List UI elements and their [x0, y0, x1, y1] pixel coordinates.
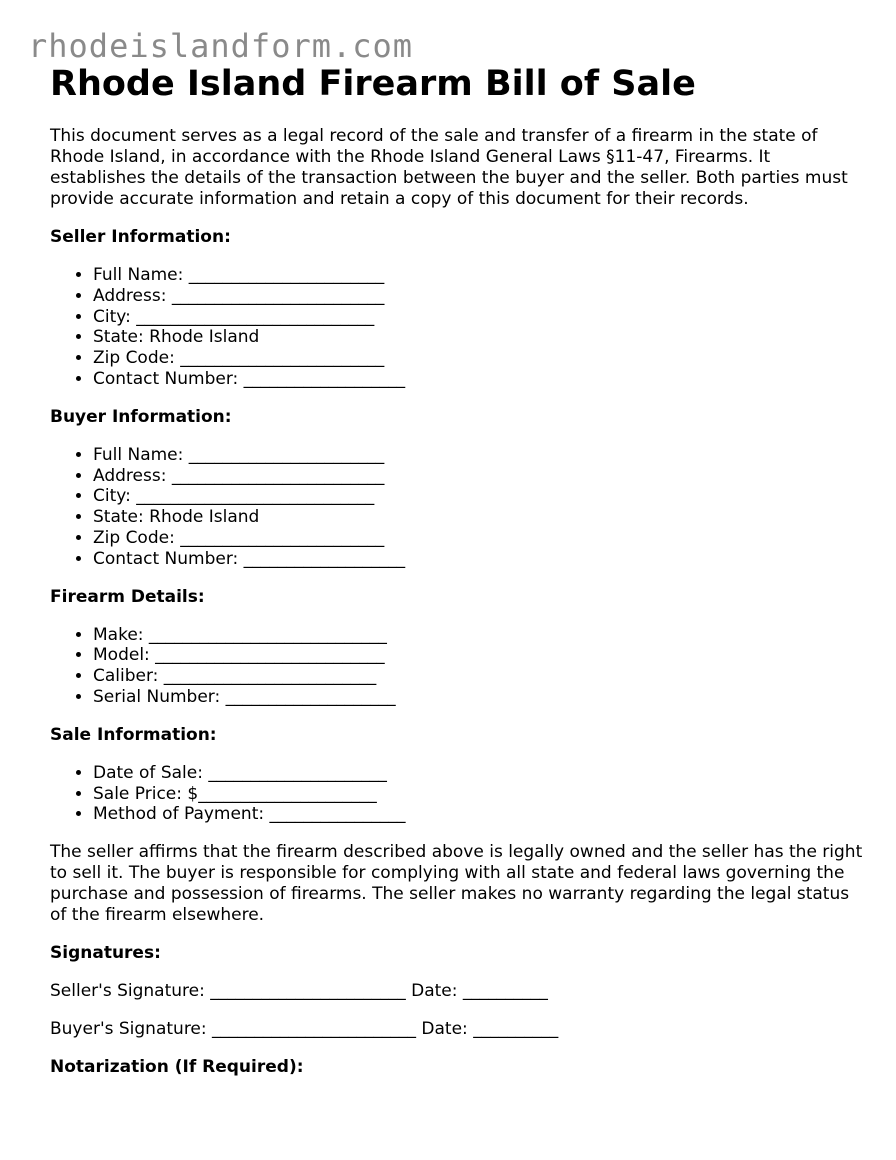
sale-heading: Sale Information:	[50, 724, 217, 745]
signatures-heading: Signatures:	[50, 943, 161, 964]
firearm-model: • Model: ___________________________	[93, 645, 870, 666]
firearm-make: • Make: ____________________________	[93, 625, 870, 646]
seller-heading: Seller Information:	[50, 227, 231, 247]
seller-city: • City: ____________________________	[93, 307, 870, 328]
buyer-full-name: • Full Name: _______________________	[93, 445, 870, 466]
seller-zip-code: • Zip Code: ________________________	[93, 348, 870, 369]
firearm-serial-number: • Serial Number: ____________________	[93, 687, 870, 708]
sale-date: • Date of Sale: _____________________	[93, 763, 870, 784]
buyer-state: • State: Rhode Island	[93, 507, 870, 528]
buyer-address: • Address: _________________________	[93, 466, 870, 487]
sale-price: • Sale Price: $_____________________	[93, 784, 870, 805]
page-title: Rhode Island Firearm Bill of Sale	[50, 64, 696, 104]
seller-signature-line: Seller's Signature: _______________________ Date: __________	[50, 981, 548, 1002]
buyer-city: • City: ____________________________	[93, 486, 870, 507]
notarization-heading: Notarization (If Required):	[50, 1057, 304, 1078]
seller-list	[50, 265, 870, 390]
site-watermark: rhodeislandform.com	[28, 27, 414, 65]
firearm-heading: Firearm Details:	[50, 586, 205, 607]
buyer-contact-number: • Contact Number: ___________________	[93, 549, 870, 570]
firearm-caliber: • Caliber: _________________________	[93, 666, 870, 687]
intro-paragraph: This document serves as a legal record of the sale and transfer of a firearm in the state of Rhode Island, in accordance with the Rhode Island General Laws §11-47, Firearms. It establishes the details of the transaction between the buyer and the seller. Both parties must provide accurate information and retain a copy of this document for their records.	[50, 126, 848, 209]
document	[50, 62, 870, 1078]
firearm-list	[50, 625, 870, 708]
buyer-heading: Buyer Information:	[50, 406, 232, 427]
buyer-zip-code: • Zip Code: ________________________	[93, 528, 870, 549]
sale-payment-method: • Method of Payment: ________________	[93, 804, 870, 825]
sale-list	[50, 763, 870, 825]
seller-full-name: • Full Name: _______________________	[93, 265, 870, 286]
buyer-list	[50, 445, 870, 570]
affirmation-paragraph: The seller affirms that the firearm described above is legally owned and the seller has the right to sell it. The buyer is responsible for complying with all state and federal laws governing the purchase and possession of firearms. The seller makes no warranty regarding the legal status of the firearm elsewhere.	[50, 842, 863, 926]
buyer-signature-line: Buyer's Signature: ________________________ Date: __________	[50, 1019, 559, 1040]
seller-address: • Address: _________________________	[93, 286, 870, 307]
seller-state: • State: Rhode Island	[93, 327, 870, 348]
seller-contact-number: • Contact Number: ___________________	[93, 369, 870, 390]
